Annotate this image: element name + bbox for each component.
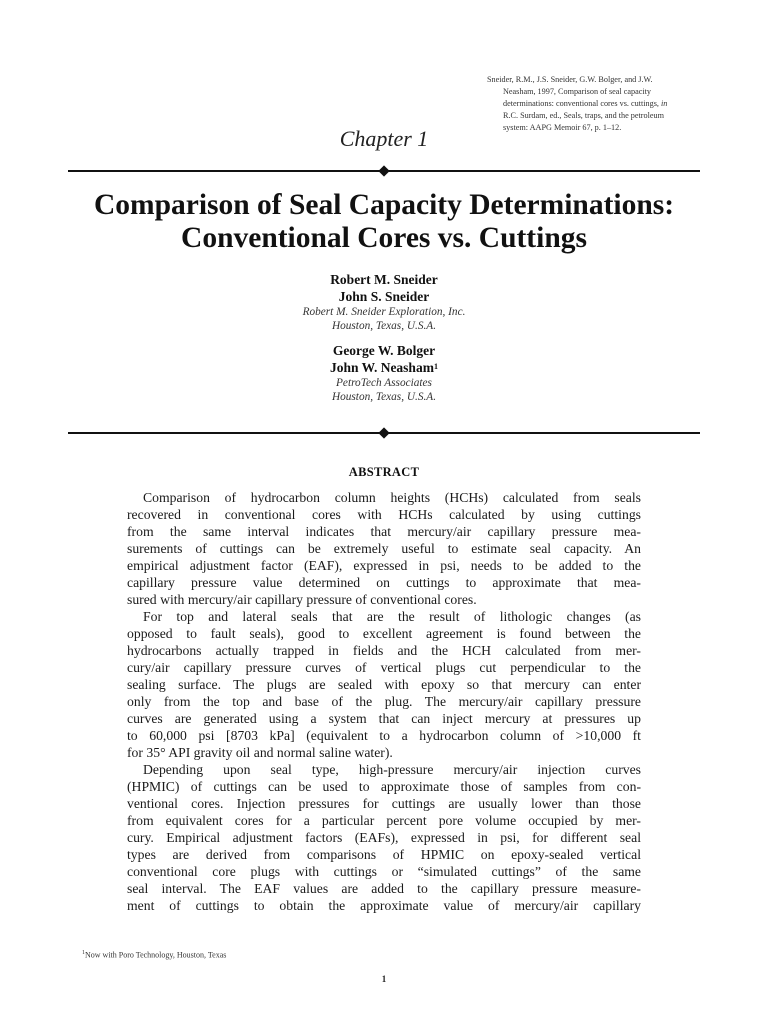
abstract-line: Depending upon seal type, high-pressure mercury/air injection curves (143, 762, 641, 777)
citation-line: system: AAPG Memoir 67, p. 1–12. (503, 123, 622, 132)
abstract-line: ment of cuttings to obtain the approximate value of mercury/air capillary (127, 898, 641, 913)
footnote-mark: 1 (82, 950, 85, 956)
page-number: 1 (381, 974, 387, 984)
author-group-2 (0, 342, 768, 404)
abstract-line: for 35° API gravity oil and normal saline water). (127, 745, 393, 760)
abstract-line: surements of cuttings can be extremely useful to estimate seal capacity. An (127, 541, 641, 556)
abstract-line: For top and lateral seals that are the result of lithologic changes (as (143, 609, 641, 624)
abstract-line: cury/air capillary pressure curves of vertical plugs cut perpendicular to the (127, 660, 641, 675)
abstract-line: cury. Empirical adjustment factors (EAFs), expressed in psi, for different seal (127, 830, 641, 845)
citation-line: R.C. Surdam, ed., Seals, traps, and the petroleum (503, 111, 664, 120)
abstract-line: to 60,000 psi [8703 kPa] (equivalent to a hydrocarbon column of >10,000 ft (127, 728, 641, 743)
divider-diamond-icon (378, 165, 389, 176)
abstract-heading: ABSTRACT (348, 465, 420, 479)
abstract-line: ventional cores. Injection pressures for cuttings are usually lower than those (127, 796, 641, 811)
abstract-line: conventional core plugs with cuttings or “simulated cuttings” of the same (127, 864, 641, 879)
author-affiliation: Houston, Texas, U.S.A. (331, 391, 437, 403)
abstract-line: only from the top and base of the plug. The mercury/air capillary pressure (127, 694, 641, 709)
abstract-line: empirical adjustment factor (EAF), expressed in psi, needs to be added to the (127, 558, 641, 573)
author-affiliation: PetroTech Associates (336, 377, 432, 389)
abstract-line: Comparison of hydrocarbon column heights (HCHs) calculated from seals (143, 490, 641, 505)
paper-title (40, 189, 728, 255)
citation-line: determinations: conventional cores vs. cuttings, in (503, 99, 668, 108)
citation-block (487, 74, 707, 134)
abstract-line: recovered in conventional cores with HCHs calculated by using cuttings (127, 507, 641, 522)
citation-line: Neasham, 1997, Comparison of seal capacity (503, 87, 652, 96)
footnote-text: Now with Poro Technology, Houston, Texas (85, 950, 227, 960)
footnote (82, 950, 226, 960)
citation-line: Sneider, R.M., J.S. Sneider, G.W. Bolger, and J.W. (487, 75, 653, 84)
chapter-heading: Chapter 1 (339, 126, 429, 151)
citation-italic-in: in (661, 99, 668, 108)
abstract-line: sured with mercury/air capillary pressure of conventional cores. (127, 592, 477, 607)
title-line-1: Comparison of Seal Capacity Determinations: (93, 189, 675, 221)
abstract-line: opposed to fault seals), good to excellent agreement is found between the (127, 626, 641, 641)
abstract-line: capillary pressure value determined on cuttings to approximate that mea- (127, 575, 641, 590)
abstract-line: sealing surface. The plugs are sealed with epoxy so that mercury can enter (127, 677, 641, 692)
divider-diamond-icon (378, 427, 389, 438)
abstract-line: curves are generated using a system that can inject mercury at pressures up (127, 711, 641, 726)
abstract-body (127, 489, 641, 914)
author-name: John S. Sneider (338, 289, 430, 304)
abstract-line: hydrocarbons actually trapped in fields and the HCH calculated from mer- (127, 643, 641, 658)
abstract-line: from the same interval indicates that mercury/air capillary pressure mea- (127, 524, 641, 539)
abstract-line: from equivalent cores for a particular percent pore volume occupied by mer- (127, 813, 641, 828)
author-group-1 (0, 271, 768, 333)
author-name: Robert M. Sneider (330, 272, 438, 287)
title-line-2: Conventional Cores vs. Cuttings (181, 222, 587, 254)
author-affiliation: Houston, Texas, U.S.A. (331, 320, 437, 332)
author-name: George W. Bolger (332, 343, 436, 358)
author-affiliation: Robert M. Sneider Exploration, Inc. (302, 306, 466, 318)
author-name: John W. Neasham$^1$ (330, 360, 438, 375)
abstract-line: seal interval. The EAF values are added to the capillary pressure measure- (127, 881, 641, 896)
abstract-line: types are derived from comparisons of HPMIC on epoxy-sealed vertical (127, 847, 641, 862)
footnote-marker: 1 (433, 362, 438, 371)
abstract-line: (HPMIC) of cuttings can be used to approximate those of samples from con- (127, 779, 641, 794)
